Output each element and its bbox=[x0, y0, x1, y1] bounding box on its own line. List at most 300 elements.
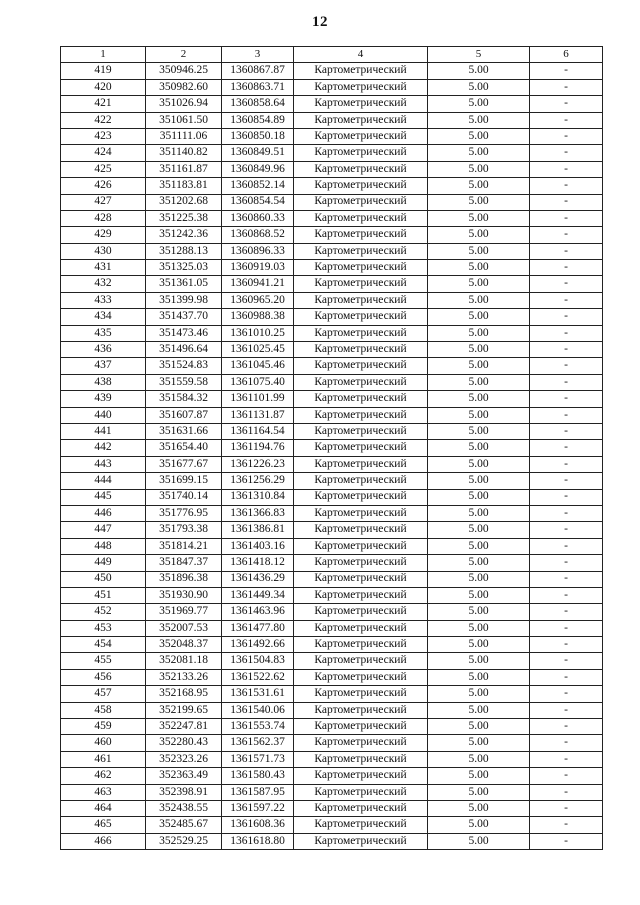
y-coordinate-cell: 1361226.23 bbox=[222, 456, 294, 472]
method-cell: Картометрический bbox=[294, 161, 428, 177]
table-row bbox=[61, 194, 603, 210]
x-coordinate-cell: 351437.70 bbox=[146, 309, 222, 325]
point-number-cell: 447 bbox=[61, 522, 146, 538]
y-coordinate-cell: 1361045.46 bbox=[222, 358, 294, 374]
table-row bbox=[61, 833, 603, 849]
point-number-cell: 430 bbox=[61, 243, 146, 259]
point-number-cell: 425 bbox=[61, 161, 146, 177]
table-row bbox=[61, 128, 603, 144]
method-cell: Картометрический bbox=[294, 555, 428, 571]
note-cell: - bbox=[530, 161, 603, 177]
x-coordinate-cell: 352007.53 bbox=[146, 620, 222, 636]
x-coordinate-cell: 352398.91 bbox=[146, 784, 222, 800]
table-row bbox=[61, 620, 603, 636]
y-coordinate-cell: 1361531.61 bbox=[222, 686, 294, 702]
note-cell: - bbox=[530, 194, 603, 210]
note-cell: - bbox=[530, 145, 603, 161]
accuracy-cell: 5.00 bbox=[428, 522, 530, 538]
table-header-row bbox=[61, 47, 603, 63]
table-row bbox=[61, 407, 603, 423]
note-cell: - bbox=[530, 128, 603, 144]
y-coordinate-cell: 1361504.83 bbox=[222, 653, 294, 669]
point-number-cell: 450 bbox=[61, 571, 146, 587]
x-coordinate-cell: 351325.03 bbox=[146, 260, 222, 276]
accuracy-cell: 5.00 bbox=[428, 243, 530, 259]
y-coordinate-cell: 1361522.62 bbox=[222, 669, 294, 685]
point-number-cell: 426 bbox=[61, 178, 146, 194]
x-coordinate-cell: 351061.50 bbox=[146, 112, 222, 128]
accuracy-cell: 5.00 bbox=[428, 604, 530, 620]
method-cell: Картометрический bbox=[294, 571, 428, 587]
x-coordinate-cell: 352485.67 bbox=[146, 817, 222, 833]
y-coordinate-cell: 1361310.84 bbox=[222, 489, 294, 505]
note-cell: - bbox=[530, 260, 603, 276]
x-coordinate-cell: 352168.95 bbox=[146, 686, 222, 702]
accuracy-cell: 5.00 bbox=[428, 571, 530, 587]
method-cell: Картометрический bbox=[294, 374, 428, 390]
y-coordinate-cell: 1361256.29 bbox=[222, 473, 294, 489]
table-row bbox=[61, 440, 603, 456]
note-cell: - bbox=[530, 784, 603, 800]
table-row bbox=[61, 669, 603, 685]
method-cell: Картометрический bbox=[294, 178, 428, 194]
table-row bbox=[61, 325, 603, 341]
note-cell: - bbox=[530, 473, 603, 489]
accuracy-cell: 5.00 bbox=[428, 210, 530, 226]
table-row bbox=[61, 686, 603, 702]
point-number-cell: 420 bbox=[61, 79, 146, 95]
point-number-cell: 439 bbox=[61, 391, 146, 407]
table-row bbox=[61, 309, 603, 325]
x-coordinate-cell: 352323.26 bbox=[146, 751, 222, 767]
table-row bbox=[61, 456, 603, 472]
x-coordinate-cell: 351473.46 bbox=[146, 325, 222, 341]
column-header: 4 bbox=[294, 47, 428, 63]
y-coordinate-cell: 1360867.87 bbox=[222, 63, 294, 79]
note-cell: - bbox=[530, 489, 603, 505]
point-number-cell: 457 bbox=[61, 686, 146, 702]
accuracy-cell: 5.00 bbox=[428, 702, 530, 718]
note-cell: - bbox=[530, 292, 603, 308]
point-number-cell: 455 bbox=[61, 653, 146, 669]
method-cell: Картометрический bbox=[294, 768, 428, 784]
y-coordinate-cell: 1360965.20 bbox=[222, 292, 294, 308]
method-cell: Картометрический bbox=[294, 423, 428, 439]
point-number-cell: 437 bbox=[61, 358, 146, 374]
accuracy-cell: 5.00 bbox=[428, 178, 530, 194]
method-cell: Картометрический bbox=[294, 800, 428, 816]
table-row bbox=[61, 735, 603, 751]
note-cell: - bbox=[530, 587, 603, 603]
note-cell: - bbox=[530, 817, 603, 833]
point-number-cell: 464 bbox=[61, 800, 146, 816]
x-coordinate-cell: 351607.87 bbox=[146, 407, 222, 423]
table-row bbox=[61, 587, 603, 603]
y-coordinate-cell: 1361436.29 bbox=[222, 571, 294, 587]
y-coordinate-cell: 1360849.96 bbox=[222, 161, 294, 177]
accuracy-cell: 5.00 bbox=[428, 79, 530, 95]
point-number-cell: 438 bbox=[61, 374, 146, 390]
method-cell: Картометрический bbox=[294, 309, 428, 325]
x-coordinate-cell: 351361.05 bbox=[146, 276, 222, 292]
method-cell: Картометрический bbox=[294, 63, 428, 79]
table-row bbox=[61, 358, 603, 374]
method-cell: Картометрический bbox=[294, 538, 428, 554]
table-row bbox=[61, 702, 603, 718]
x-coordinate-cell: 351288.13 bbox=[146, 243, 222, 259]
y-coordinate-cell: 1360868.52 bbox=[222, 227, 294, 243]
accuracy-cell: 5.00 bbox=[428, 292, 530, 308]
table-row bbox=[61, 817, 603, 833]
method-cell: Картометрический bbox=[294, 735, 428, 751]
note-cell: - bbox=[530, 325, 603, 341]
accuracy-cell: 5.00 bbox=[428, 538, 530, 554]
note-cell: - bbox=[530, 243, 603, 259]
accuracy-cell: 5.00 bbox=[428, 227, 530, 243]
table-row bbox=[61, 604, 603, 620]
note-cell: - bbox=[530, 637, 603, 653]
table-row bbox=[61, 555, 603, 571]
accuracy-cell: 5.00 bbox=[428, 309, 530, 325]
point-number-cell: 434 bbox=[61, 309, 146, 325]
x-coordinate-cell: 350982.60 bbox=[146, 79, 222, 95]
accuracy-cell: 5.00 bbox=[428, 161, 530, 177]
method-cell: Картометрический bbox=[294, 227, 428, 243]
point-number-cell: 429 bbox=[61, 227, 146, 243]
method-cell: Картометрический bbox=[294, 653, 428, 669]
x-coordinate-cell: 352048.37 bbox=[146, 637, 222, 653]
x-coordinate-cell: 352081.18 bbox=[146, 653, 222, 669]
y-coordinate-cell: 1361463.96 bbox=[222, 604, 294, 620]
note-cell: - bbox=[530, 227, 603, 243]
accuracy-cell: 5.00 bbox=[428, 407, 530, 423]
method-cell: Картометрический bbox=[294, 587, 428, 603]
y-coordinate-cell: 1360863.71 bbox=[222, 79, 294, 95]
point-number-cell: 466 bbox=[61, 833, 146, 849]
point-number-cell: 424 bbox=[61, 145, 146, 161]
point-number-cell: 421 bbox=[61, 96, 146, 112]
note-cell: - bbox=[530, 374, 603, 390]
y-coordinate-cell: 1361366.83 bbox=[222, 505, 294, 521]
method-cell: Картометрический bbox=[294, 669, 428, 685]
point-number-cell: 449 bbox=[61, 555, 146, 571]
x-coordinate-cell: 351814.21 bbox=[146, 538, 222, 554]
note-cell: - bbox=[530, 96, 603, 112]
method-cell: Картометрический bbox=[294, 407, 428, 423]
note-cell: - bbox=[530, 768, 603, 784]
table-row bbox=[61, 79, 603, 95]
table-row bbox=[61, 751, 603, 767]
y-coordinate-cell: 1361562.37 bbox=[222, 735, 294, 751]
method-cell: Картометрический bbox=[294, 719, 428, 735]
note-cell: - bbox=[530, 669, 603, 685]
y-coordinate-cell: 1360854.89 bbox=[222, 112, 294, 128]
x-coordinate-cell: 351026.94 bbox=[146, 96, 222, 112]
x-coordinate-cell: 351111.06 bbox=[146, 128, 222, 144]
note-cell: - bbox=[530, 538, 603, 554]
table-row bbox=[61, 637, 603, 653]
x-coordinate-cell: 351399.98 bbox=[146, 292, 222, 308]
accuracy-cell: 5.00 bbox=[428, 719, 530, 735]
table-row bbox=[61, 653, 603, 669]
point-number-cell: 441 bbox=[61, 423, 146, 439]
y-coordinate-cell: 1361194.76 bbox=[222, 440, 294, 456]
table-row bbox=[61, 505, 603, 521]
y-coordinate-cell: 1361618.80 bbox=[222, 833, 294, 849]
method-cell: Картометрический bbox=[294, 637, 428, 653]
y-coordinate-cell: 1360854.54 bbox=[222, 194, 294, 210]
accuracy-cell: 5.00 bbox=[428, 751, 530, 767]
y-coordinate-cell: 1361492.66 bbox=[222, 637, 294, 653]
column-header: 3 bbox=[222, 47, 294, 63]
note-cell: - bbox=[530, 735, 603, 751]
accuracy-cell: 5.00 bbox=[428, 473, 530, 489]
method-cell: Картометрический bbox=[294, 276, 428, 292]
method-cell: Картометрический bbox=[294, 751, 428, 767]
accuracy-cell: 5.00 bbox=[428, 423, 530, 439]
note-cell: - bbox=[530, 604, 603, 620]
accuracy-cell: 5.00 bbox=[428, 276, 530, 292]
point-number-cell: 436 bbox=[61, 342, 146, 358]
note-cell: - bbox=[530, 178, 603, 194]
accuracy-cell: 5.00 bbox=[428, 637, 530, 653]
method-cell: Картометрический bbox=[294, 702, 428, 718]
y-coordinate-cell: 1361075.40 bbox=[222, 374, 294, 390]
accuracy-cell: 5.00 bbox=[428, 440, 530, 456]
note-cell: - bbox=[530, 210, 603, 226]
accuracy-cell: 5.00 bbox=[428, 489, 530, 505]
point-number-cell: 422 bbox=[61, 112, 146, 128]
x-coordinate-cell: 351140.82 bbox=[146, 145, 222, 161]
point-number-cell: 458 bbox=[61, 702, 146, 718]
table-row bbox=[61, 719, 603, 735]
method-cell: Картометрический bbox=[294, 128, 428, 144]
y-coordinate-cell: 1360849.51 bbox=[222, 145, 294, 161]
coordinates-table bbox=[60, 46, 603, 850]
note-cell: - bbox=[530, 800, 603, 816]
table-row bbox=[61, 768, 603, 784]
note-cell: - bbox=[530, 833, 603, 849]
table-row bbox=[61, 63, 603, 79]
method-cell: Картометрический bbox=[294, 325, 428, 341]
accuracy-cell: 5.00 bbox=[428, 374, 530, 390]
note-cell: - bbox=[530, 276, 603, 292]
note-cell: - bbox=[530, 309, 603, 325]
accuracy-cell: 5.00 bbox=[428, 505, 530, 521]
y-coordinate-cell: 1361597.22 bbox=[222, 800, 294, 816]
note-cell: - bbox=[530, 555, 603, 571]
table-row bbox=[61, 145, 603, 161]
column-header: 2 bbox=[146, 47, 222, 63]
x-coordinate-cell: 351202.68 bbox=[146, 194, 222, 210]
point-number-cell: 453 bbox=[61, 620, 146, 636]
point-number-cell: 460 bbox=[61, 735, 146, 751]
accuracy-cell: 5.00 bbox=[428, 587, 530, 603]
accuracy-cell: 5.00 bbox=[428, 391, 530, 407]
x-coordinate-cell: 351677.67 bbox=[146, 456, 222, 472]
point-number-cell: 435 bbox=[61, 325, 146, 341]
method-cell: Картометрический bbox=[294, 686, 428, 702]
accuracy-cell: 5.00 bbox=[428, 555, 530, 571]
note-cell: - bbox=[530, 79, 603, 95]
method-cell: Картометрический bbox=[294, 489, 428, 505]
table-row bbox=[61, 260, 603, 276]
accuracy-cell: 5.00 bbox=[428, 128, 530, 144]
x-coordinate-cell: 351776.95 bbox=[146, 505, 222, 521]
x-coordinate-cell: 351699.15 bbox=[146, 473, 222, 489]
accuracy-cell: 5.00 bbox=[428, 768, 530, 784]
accuracy-cell: 5.00 bbox=[428, 325, 530, 341]
table-row bbox=[61, 210, 603, 226]
table-row bbox=[61, 800, 603, 816]
method-cell: Картометрический bbox=[294, 243, 428, 259]
table-row bbox=[61, 96, 603, 112]
table-row bbox=[61, 423, 603, 439]
accuracy-cell: 5.00 bbox=[428, 620, 530, 636]
method-cell: Картометрический bbox=[294, 96, 428, 112]
method-cell: Картометрический bbox=[294, 358, 428, 374]
method-cell: Картометрический bbox=[294, 440, 428, 456]
accuracy-cell: 5.00 bbox=[428, 669, 530, 685]
x-coordinate-cell: 351584.32 bbox=[146, 391, 222, 407]
x-coordinate-cell: 351524.83 bbox=[146, 358, 222, 374]
method-cell: Картометрический bbox=[294, 505, 428, 521]
y-coordinate-cell: 1361101.99 bbox=[222, 391, 294, 407]
y-coordinate-cell: 1361608.36 bbox=[222, 817, 294, 833]
y-coordinate-cell: 1361587.95 bbox=[222, 784, 294, 800]
page-number: 12 bbox=[312, 14, 328, 30]
table-row bbox=[61, 473, 603, 489]
note-cell: - bbox=[530, 456, 603, 472]
y-coordinate-cell: 1360852.14 bbox=[222, 178, 294, 194]
note-cell: - bbox=[530, 342, 603, 358]
accuracy-cell: 5.00 bbox=[428, 96, 530, 112]
accuracy-cell: 5.00 bbox=[428, 784, 530, 800]
note-cell: - bbox=[530, 505, 603, 521]
table-row bbox=[61, 374, 603, 390]
x-coordinate-cell: 352363.49 bbox=[146, 768, 222, 784]
table-row bbox=[61, 538, 603, 554]
method-cell: Картометрический bbox=[294, 522, 428, 538]
accuracy-cell: 5.00 bbox=[428, 817, 530, 833]
x-coordinate-cell: 351969.77 bbox=[146, 604, 222, 620]
point-number-cell: 459 bbox=[61, 719, 146, 735]
x-coordinate-cell: 351183.81 bbox=[146, 178, 222, 194]
accuracy-cell: 5.00 bbox=[428, 653, 530, 669]
y-coordinate-cell: 1361449.34 bbox=[222, 587, 294, 603]
table-row bbox=[61, 161, 603, 177]
accuracy-cell: 5.00 bbox=[428, 194, 530, 210]
note-cell: - bbox=[530, 719, 603, 735]
table-row bbox=[61, 227, 603, 243]
note-cell: - bbox=[530, 571, 603, 587]
point-number-cell: 463 bbox=[61, 784, 146, 800]
x-coordinate-cell: 352247.81 bbox=[146, 719, 222, 735]
y-coordinate-cell: 1361580.43 bbox=[222, 768, 294, 784]
x-coordinate-cell: 350946.25 bbox=[146, 63, 222, 79]
x-coordinate-cell: 351930.90 bbox=[146, 587, 222, 603]
accuracy-cell: 5.00 bbox=[428, 112, 530, 128]
x-coordinate-cell: 352438.55 bbox=[146, 800, 222, 816]
column-header: 6 bbox=[530, 47, 603, 63]
point-number-cell: 419 bbox=[61, 63, 146, 79]
method-cell: Картометрический bbox=[294, 194, 428, 210]
y-coordinate-cell: 1360850.18 bbox=[222, 128, 294, 144]
x-coordinate-cell: 351242.36 bbox=[146, 227, 222, 243]
point-number-cell: 465 bbox=[61, 817, 146, 833]
x-coordinate-cell: 351896.38 bbox=[146, 571, 222, 587]
point-number-cell: 451 bbox=[61, 587, 146, 603]
note-cell: - bbox=[530, 112, 603, 128]
point-number-cell: 462 bbox=[61, 768, 146, 784]
y-coordinate-cell: 1361540.06 bbox=[222, 702, 294, 718]
note-cell: - bbox=[530, 702, 603, 718]
accuracy-cell: 5.00 bbox=[428, 145, 530, 161]
point-number-cell: 452 bbox=[61, 604, 146, 620]
table-row bbox=[61, 489, 603, 505]
point-number-cell: 454 bbox=[61, 637, 146, 653]
table-row bbox=[61, 784, 603, 800]
note-cell: - bbox=[530, 653, 603, 669]
note-cell: - bbox=[530, 391, 603, 407]
point-number-cell: 442 bbox=[61, 440, 146, 456]
x-coordinate-cell: 352280.43 bbox=[146, 735, 222, 751]
point-number-cell: 461 bbox=[61, 751, 146, 767]
x-coordinate-cell: 351161.87 bbox=[146, 161, 222, 177]
y-coordinate-cell: 1360919.03 bbox=[222, 260, 294, 276]
x-coordinate-cell: 351559.58 bbox=[146, 374, 222, 390]
note-cell: - bbox=[530, 63, 603, 79]
accuracy-cell: 5.00 bbox=[428, 342, 530, 358]
x-coordinate-cell: 351225.38 bbox=[146, 210, 222, 226]
note-cell: - bbox=[530, 522, 603, 538]
point-number-cell: 432 bbox=[61, 276, 146, 292]
method-cell: Картометрический bbox=[294, 112, 428, 128]
x-coordinate-cell: 351740.14 bbox=[146, 489, 222, 505]
method-cell: Картометрический bbox=[294, 817, 428, 833]
table-body bbox=[61, 47, 603, 850]
note-cell: - bbox=[530, 407, 603, 423]
accuracy-cell: 5.00 bbox=[428, 358, 530, 374]
accuracy-cell: 5.00 bbox=[428, 686, 530, 702]
table-row bbox=[61, 391, 603, 407]
method-cell: Картометрический bbox=[294, 473, 428, 489]
y-coordinate-cell: 1360860.33 bbox=[222, 210, 294, 226]
table-row bbox=[61, 522, 603, 538]
method-cell: Картометрический bbox=[294, 260, 428, 276]
note-cell: - bbox=[530, 423, 603, 439]
y-coordinate-cell: 1361418.12 bbox=[222, 555, 294, 571]
method-cell: Картометрический bbox=[294, 620, 428, 636]
method-cell: Картометрический bbox=[294, 784, 428, 800]
table-row bbox=[61, 112, 603, 128]
point-number-cell: 428 bbox=[61, 210, 146, 226]
accuracy-cell: 5.00 bbox=[428, 260, 530, 276]
x-coordinate-cell: 352199.65 bbox=[146, 702, 222, 718]
method-cell: Картометрический bbox=[294, 79, 428, 95]
table-row bbox=[61, 292, 603, 308]
y-coordinate-cell: 1361477.80 bbox=[222, 620, 294, 636]
method-cell: Картометрический bbox=[294, 292, 428, 308]
y-coordinate-cell: 1361553.74 bbox=[222, 719, 294, 735]
column-header: 1 bbox=[61, 47, 146, 63]
y-coordinate-cell: 1361164.54 bbox=[222, 423, 294, 439]
x-coordinate-cell: 351631.66 bbox=[146, 423, 222, 439]
point-number-cell: 448 bbox=[61, 538, 146, 554]
y-coordinate-cell: 1360941.21 bbox=[222, 276, 294, 292]
method-cell: Картометрический bbox=[294, 391, 428, 407]
point-number-cell: 456 bbox=[61, 669, 146, 685]
